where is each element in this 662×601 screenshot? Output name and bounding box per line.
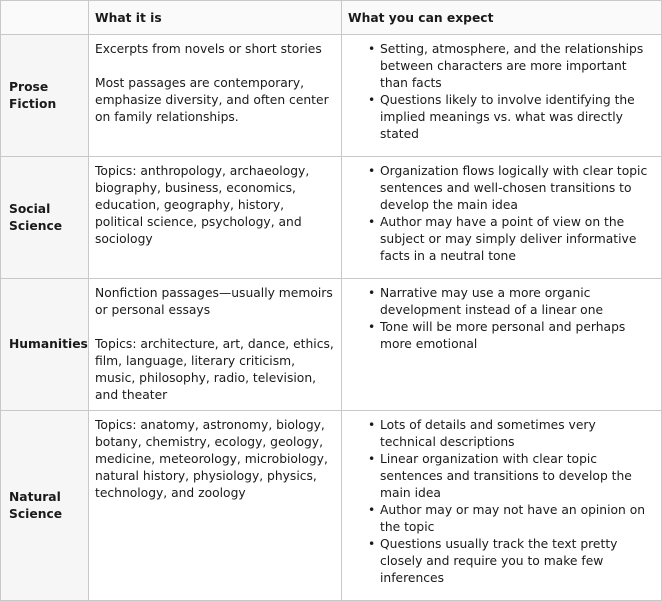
table-row-prose-fiction [1,35,662,157]
list-item [348,285,655,319]
bullet-icon: • [368,537,376,551]
table-row-natural-science [1,411,662,601]
list-item-text: Lots of details and sometimes very technical descriptions [380,418,596,449]
what-it-is-cell [89,411,342,601]
what-paragraph: Topics: anatomy, astronomy, biology, botany, chemistry, ecology, geology, medicine, meteorology, microbiology, natural history, physiology, physics, technology, and zoology [95,418,328,500]
category-cell: Social Science [1,157,89,279]
list-item-text: Setting, atmosphere, and the relationships between characters are more important than facts [380,42,644,90]
table-row-social-science [1,157,662,279]
expectations-cell [342,157,662,279]
what-it-is-cell [89,157,342,279]
list-item-text: Questions likely to involve identifying the implied meanings vs. what was directly stated [380,93,635,141]
what-paragraph: Nonfiction passages—usually memoirs or personal essays [95,286,333,317]
bullet-icon: • [368,164,376,178]
bullet-icon: • [368,418,376,432]
what-paragraph: Excerpts from novels or short stories [95,42,322,56]
list-item-text: Narrative may use a more organic development instead of a linear one [380,286,604,317]
what-paragraph: Topics: anthropology, archaeology, biography, business, economics, education, geography, history, political science, psychology, and sociology [95,164,310,246]
list-item [348,502,655,536]
expectations-cell [342,279,662,411]
list-item [348,536,655,587]
table-row-humanities [1,279,662,411]
list-item [348,92,655,143]
bullet-icon: • [368,503,376,517]
list-item [348,163,655,214]
list-item-text: Questions usually track the text pretty closely and require you to make few inferences [380,537,618,585]
what-paragraph: Most passages are contemporary, emphasize diversity, and often center on family relationships. [95,76,329,124]
list-item [348,319,655,353]
expectations-cell [342,35,662,157]
what-paragraph: Topics: architecture, art, dance, ethics, film, language, literary criticism, music, philosophy, radio, television, and theater [95,337,334,402]
expectations-list [348,41,655,143]
what-it-is-cell [89,279,342,411]
header-what-it-is: What it is [89,1,342,35]
expectations-list [348,163,655,265]
list-item [348,41,655,92]
list-item-text: Author may have a point of view on the subject or may simply deliver informative facts in a neutral tone [380,215,637,263]
bullet-icon: • [368,452,376,466]
category-cell: Humanities [1,279,89,411]
list-item-text: Organization flows logically with clear topic sentences and well-chosen transitions to develop the main idea [380,164,648,212]
bullet-icon: • [368,93,376,107]
category-cell: Prose Fiction [1,35,89,157]
expectations-list [348,285,655,353]
bullet-icon: • [368,215,376,229]
what-it-is-cell [89,35,342,157]
list-item-text: Tone will be more personal and perhaps more emotional [380,320,626,351]
bullet-icon: • [368,286,376,300]
bullet-icon: • [368,42,376,56]
header-what-you-can-expect: What you can expect [342,1,662,35]
header-row [1,1,662,35]
list-item [348,214,655,265]
expectations-list [348,417,655,587]
category-cell: Natural Science [1,411,89,601]
list-item [348,451,655,502]
expectations-cell [342,411,662,601]
bullet-icon: • [368,320,376,334]
list-item-text: Author may or may not have an opinion on the topic [380,503,646,534]
header-category [1,1,89,35]
list-item [348,417,655,451]
list-item-text: Linear organization with clear topic sentences and transitions to develop the main idea [380,452,632,500]
